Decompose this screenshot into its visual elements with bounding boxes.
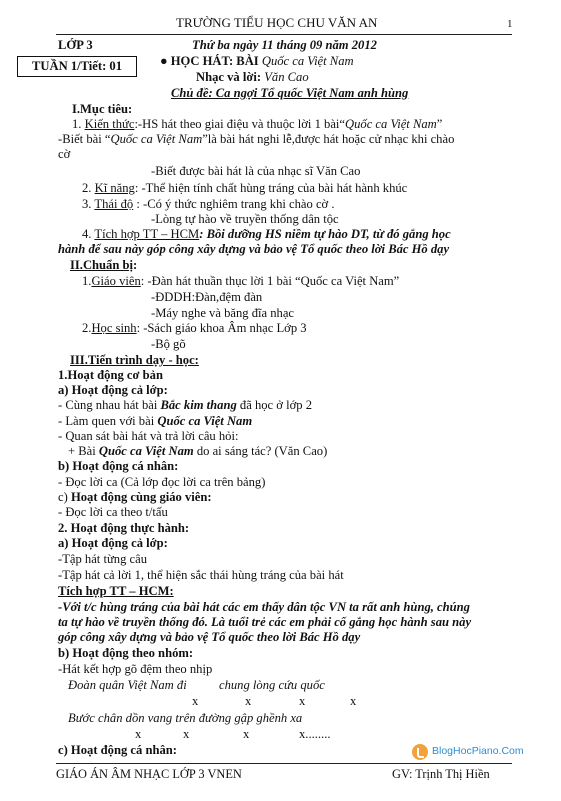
objective-skill: 2. Kĩ năng: -Thể hiện tính chất hùng tráng của bài hát hành khúc — [82, 181, 408, 195]
integration-text: góp công xây dựng và bảo vệ Tổ quốc theo lời Bác Hồ dạy — [58, 630, 361, 644]
objective-knowledge-4: -Biết được bài hát là của nhạc sĩ Văn Cao — [151, 164, 361, 178]
lyric-line: Đoàn quân Việt Nam đi — [68, 678, 187, 692]
lesson-date: Thứ ba ngày 11 tháng 09 năm 2012 — [192, 38, 377, 52]
author-line: Nhạc và lời: Văn Cao — [196, 70, 309, 84]
objective-knowledge-3: cờ — [58, 147, 71, 161]
prep-student: 2.Học sinh: -Sách giáo khoa Âm nhạc Lớp 3 — [82, 321, 307, 335]
footer-right: GV: Trịnh Thị Hiền — [392, 767, 490, 781]
song-line: ● HỌC HÁT: BÀI Quốc ca Việt Nam — [160, 54, 354, 68]
lyric-line: chung lòng cứu quốc — [219, 678, 325, 692]
activity-practice-individual: c) Hoạt động cá nhân: — [58, 743, 177, 757]
objective-integration: 4. Tích hợp TT – HCM: Bồi dưỡng HS niềm tự hào DT, từ đó gắng học — [82, 227, 451, 241]
activity-practice-class: a) Hoạt động cả lớp: — [58, 536, 168, 550]
prep-teacher-3: -Máy nghe và băng đĩa nhạc — [151, 306, 295, 320]
header-rule — [56, 34, 512, 35]
process-heading: III.Tiến trình dạy - học: — [70, 353, 199, 367]
activity-line: -Hát kết hợp gõ đệm theo nhịp — [58, 662, 213, 676]
week-label: TUẦN 1/Tiết: 01 — [31, 59, 123, 73]
objective-attitude: 3. Thái độ : -Có ý thức nghiêm trang khi chào cờ . — [82, 197, 335, 211]
beat-mark: x — [183, 727, 190, 741]
theme-line: Chủ đề: Ca ngợi Tổ quốc Việt Nam anh hùng — [171, 86, 409, 100]
objectives-heading: I.Mục tiêu: — [72, 102, 133, 116]
activity-line: - Làm quen với bài Quốc ca Việt Nam — [58, 414, 253, 428]
lyric-line: Bước chân dồn vang trên đường gập ghềnh xa — [68, 711, 303, 725]
activity-line: - Đọc lời ca theo t/tấu — [58, 505, 168, 519]
beat-mark: x........ — [299, 727, 331, 741]
watermark-text: BlogHocPiano.Com — [432, 745, 524, 757]
activity-line: -Tập hát cả lời 1, thể hiện sắc thái hùng tráng của bài hát — [58, 568, 344, 582]
beat-mark: x — [350, 694, 357, 708]
integration-text: -Với t/c hùng tráng của bài hát các em thấy dân tộc VN ta rất anh hùng, chúng — [58, 600, 470, 614]
beat-mark: x — [243, 727, 250, 741]
objective-attitude-2: -Lòng tự hào về truyền thống dân tộc — [151, 212, 339, 226]
integration-heading: Tích hợp TT – HCM: — [58, 584, 174, 598]
beat-mark: x — [192, 694, 199, 708]
activity-line: -Tập hát từng câu — [58, 552, 147, 566]
page-number: 1 — [507, 18, 513, 30]
integration-text: ta tự hào về truyền thống đó. Là tuổi trẻ các em phải cố gắng học hành sau này — [58, 615, 472, 629]
preparation-heading: II.Chuẩn bị: — [70, 258, 138, 272]
activity-line: - Cùng nhau hát bài Bắc kim thang đã học ở lớp 2 — [58, 398, 312, 412]
prep-teacher-2: -ĐDDH:Đàn,đệm đàn — [151, 290, 263, 304]
activity-line: - Quan sát bài hát và trả lời câu hỏi: — [58, 429, 239, 443]
prep-student-2: -Bộ gõ — [151, 337, 186, 351]
activity-basic-individual: b) Hoạt động cá nhân: — [58, 459, 179, 473]
activity-line: + Bài Quốc ca Việt Nam do ai sáng tác? (Văn Cao) — [68, 444, 328, 458]
school-name: TRƯỜNG TIỂU HỌC CHU VĂN AN — [176, 15, 378, 30]
activity-practice-group: b) Hoạt động theo nhóm: — [58, 646, 194, 660]
activity-basic: 1.Hoạt động cơ bản — [58, 368, 163, 382]
beat-mark: x — [299, 694, 306, 708]
grade-label: LỚP 3 — [58, 38, 93, 52]
objective-knowledge: 1. Kiến thức:-HS hát theo giai điệu và thuộc lời 1 bài“Quốc ca Việt Nam” — [72, 117, 443, 131]
objective-knowledge-2: -Biết bài “Quốc ca Việt Nam”là bài hát nghi lễ,được hát hoặc cử nhạc khi chào — [58, 132, 455, 146]
beat-mark: x — [135, 727, 142, 741]
prep-teacher: 1.Giáo viên: -Đàn hát thuần thục lời 1 bài “Quốc ca Việt Nam” — [82, 274, 400, 288]
footer-left: GIÁO ÁN ÂM NHẠC LỚP 3 VNEN — [56, 767, 242, 781]
activity-practice: 2. Hoạt động thực hành: — [58, 521, 190, 535]
objective-integration-2: hành để sau này góp công xây dựng và bảo vệ Tổ quốc theo lời Bác Hồ dạy — [58, 242, 450, 256]
activity-line: - Đọc lời ca (Cả lớp đọc lời ca trên bảng) — [58, 475, 266, 489]
beat-mark: x — [245, 694, 252, 708]
activity-basic-teacher: c) Hoạt động cùng giáo viên: — [58, 490, 212, 504]
music-note-icon — [412, 744, 428, 760]
footer-rule — [56, 763, 512, 764]
week-box — [17, 56, 137, 77]
activity-basic-class: a) Hoạt động cả lớp: — [58, 383, 168, 397]
watermark — [412, 743, 532, 761]
